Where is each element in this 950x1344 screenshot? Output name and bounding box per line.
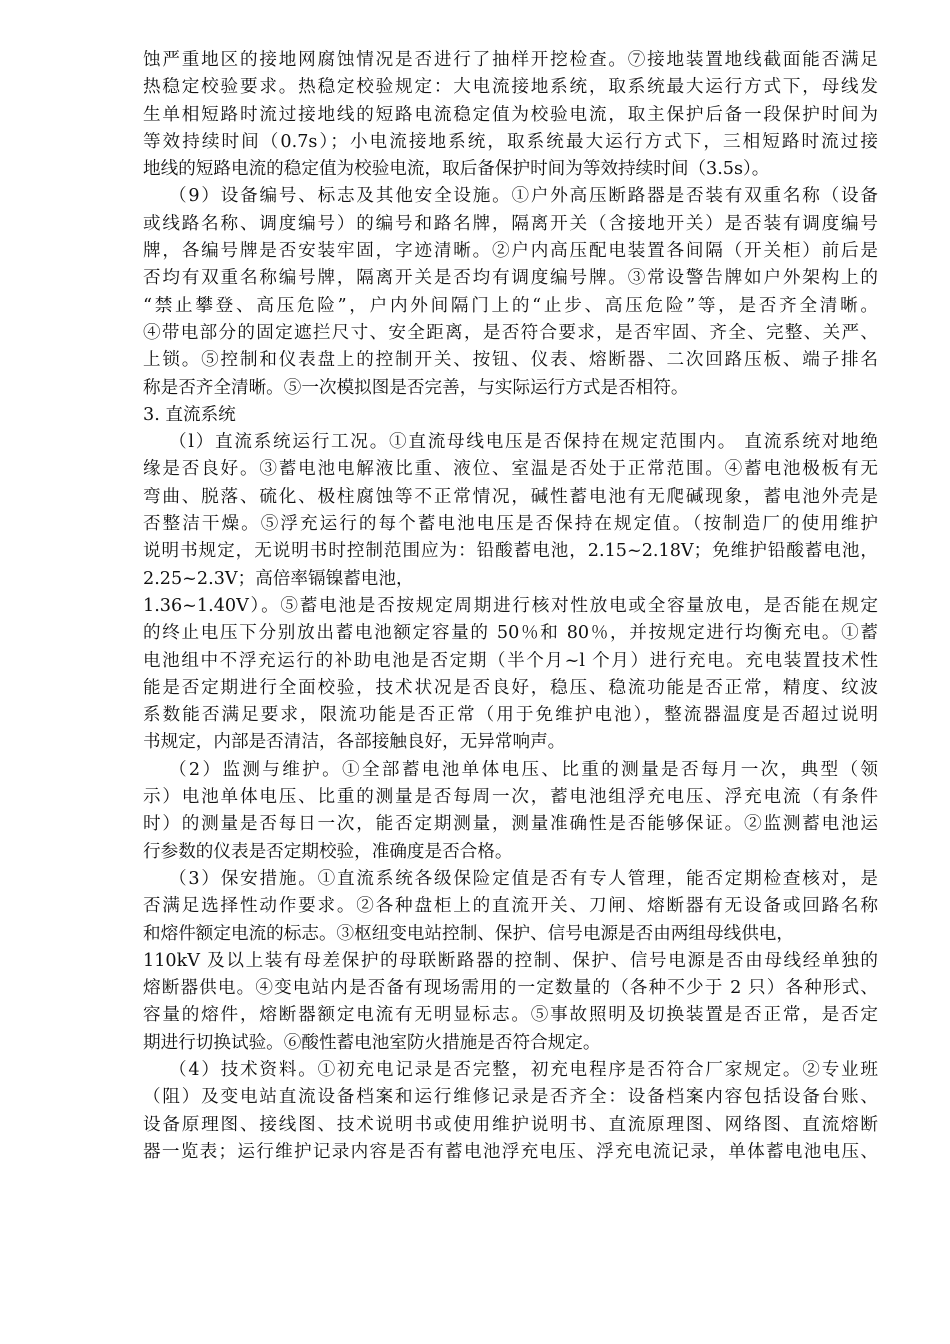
text-line: 示）电池单体电压、比重的测量是否每周一次，蓄电池组浮充电压、浮充电流（有条件 <box>143 787 878 808</box>
text-line: 生单相短路时流过接地线的短路电流稳定值为校验电流，取主保护后备一段保护时间为 <box>143 104 878 125</box>
text-line: 设备原理图、接线图、技术说明书或使用维护说明书、直流原理图、网络图、直流熔断 <box>143 1114 878 1135</box>
text-line: 行参数的仪表是否定期校验，准确度是否合格。 <box>143 841 513 862</box>
paragraph-first-line: （2）监测与维护。①全部蓄电池单体电压、比重的测量是否每月一次，典型（领 <box>169 759 878 780</box>
text-line: 期进行切换试验。⑥酸性蓄电池室防火措施是否符合规定。 <box>143 1032 601 1053</box>
text-line: 称是否齐全清晰。⑤一次模拟图是否完善，与实际运行方式是否相符。 <box>143 377 689 398</box>
text-line: 和熔件额定电流的标志。③枢纽变电站控制、保护、信号电源是否由两组母线供电， <box>143 923 794 944</box>
paragraph-first-line: （l）直流系统运行工况。①直流母线电压是否保持在规定范围内。 直流系统对地绝 <box>169 432 878 453</box>
text-line: 上锁。⑤控制和仪表盘上的控制开关、按钮、仪表、熔断器、二次回路压板、端子排名 <box>143 350 878 371</box>
text-line: 否满足选择性动作要求。②各种盘柜上的直流开关、刀闸、熔断器有无设备或回路名称 <box>143 896 878 917</box>
text-line: 热稳定校验要求。热稳定校验规定：大电流接地系统，取系统最大运行方式下，母线发 <box>143 77 878 98</box>
text-line: 地线的短路电流的稳定值为校验电流，取后备保护时间为等效持续时间（3.5s）。 <box>143 159 770 180</box>
document-body <box>143 47 878 1166</box>
text-line: 容量的熔件，熔断器额定电流有无明显标志。⑤事故照明及切换装置是否正常，是否定 <box>143 1005 878 1026</box>
text-line: 说明书规定，无说明书时控制范围应为：铅酸蓄电池，2.15~2.18V；免维护铅酸蓄电池， <box>143 541 878 562</box>
text-line: 等效持续时间（0.7s）；小电流接地系统，取系统最大运行方式下，三相短路时流过接 <box>143 131 878 152</box>
text-line: ④带电部分的固定遮拦尺寸、安全距离，是否符合要求，是否牢固、齐全、完整、关严、 <box>143 322 878 343</box>
text-line: 的终止电压下分别放出蓄电池额定容量的 50％和 80％，并按规定进行均衡充电。①蓄 <box>143 623 878 644</box>
text-line: 熔断器供电。④变电站内是否备有现场需用的一定数量的（各种不少于 2 只）各种形式、 <box>143 978 878 999</box>
text-line: 蚀严重地区的接地网腐蚀情况是否进行了抽样开挖检查。⑦接地装置地线截面能否满足 <box>143 50 878 70</box>
text-line: 缘是否良好。③蓄电池电解液比重、液位、室温是否处于正常范围。④蓄电池极板有无 <box>143 459 878 480</box>
text-line: 能是否定期进行全面校验，技术状况是否良好，稳压、稳流功能是否正常，精度、纹波 <box>143 677 878 698</box>
text-line: 110kV 及以上装有母差保护的母联断路器的控制、保护、信号电源是否由母线经单独的 <box>143 950 878 971</box>
paragraph-first-line: （4）技术资料。①初充电记录是否完整，初充电程序是否符合厂家规定。②专业班 <box>169 1059 878 1080</box>
text-line: 否整洁干燥。⑤浮充运行的每个蓄电池电压是否保持在规定值。（按制造厂的使用维护 <box>143 514 878 535</box>
text-line: “禁止攀登、高压危险”，户内外间隔门上的“止步、高压危险”等，是否齐全清晰。 <box>143 295 878 316</box>
text-line: 书规定，内部是否清洁，各部接触良好，无异常响声。 <box>143 732 566 753</box>
text-line: 弯曲、脱落、硫化、极柱腐蚀等不正常情况，碱性蓄电池有无爬碱现象，蓄电池外壳是 <box>143 486 878 507</box>
text-line: 系数能否满足要求，限流功能是否正常（用于免维护电池），整流器温度是否超过说明 <box>143 705 878 726</box>
text-line: 或线路名称、调度编号）的编号和路名牌，隔离开关（含接地开关）是否装有调度编号 <box>143 213 878 234</box>
text-line: 2.25~2.3V；高倍率镉镍蓄电池， <box>143 568 414 589</box>
text-line: 1.36~1.40V）。⑤蓄电池是否按规定周期进行核对性放电或全容量放电，是否能在规定 <box>143 595 878 616</box>
text-line: 时）的测量是否每日一次，能否定期测量，测量准确性是否能够保证。②监测蓄电池运 <box>143 814 878 835</box>
paragraph-first-line: （3）保安措施。①直流系统各级保险定值是否有专人管理，能否定期检查核对，是 <box>169 868 878 889</box>
text-line: （阻）及变电站直流设备档案和运行维修记录是否齐全：设备档案内容包括设备台账、 <box>143 1087 878 1108</box>
text-line: 牌，各编号牌是否安装牢固，字迹清晰。②户内高压配电装置各间隔（开关柜）前后是 <box>143 241 878 262</box>
text-line: 电池组中不浮充运行的补助电池是否定期（半个月~l 个月）进行充电。充电装置技术性 <box>143 650 878 671</box>
text-line: 否均有双重名称编号牌，隔离开关是否均有调度编号牌。③常设警告牌如户外架构上的 <box>143 268 878 289</box>
text-line: 器一览表；运行维护记录内容是否有蓄电池浮充电压、浮充电流记录，单体蓄电池电压、 <box>143 1141 878 1162</box>
text-line: 3. 直流系统 <box>143 404 236 425</box>
paragraph-first-line: （9）设备编号、标志及其他安全设施。①户外高压断路器是否装有双重名称（设备 <box>169 186 878 207</box>
